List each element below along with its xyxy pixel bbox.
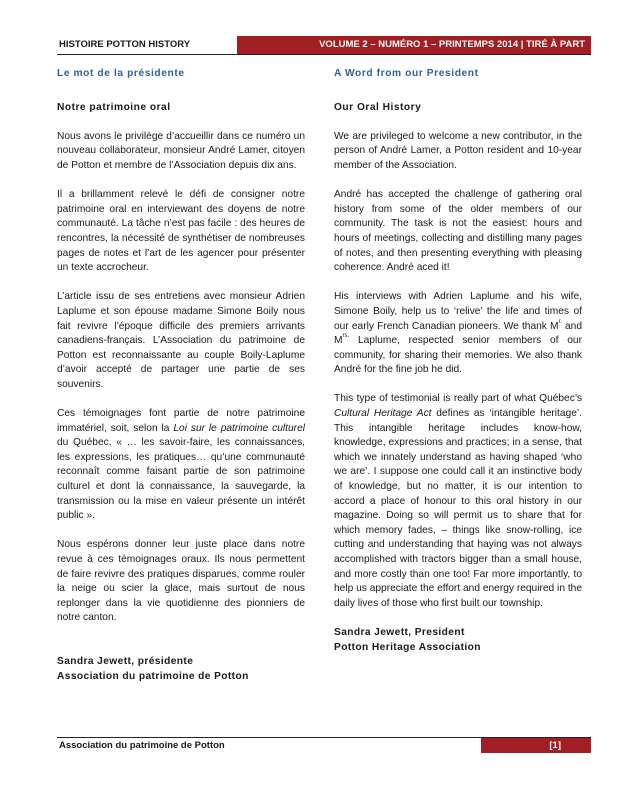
english-paragraph-4: This type of testimonial is really part of what Québec’s Cultural Heritage Act defines as ‘intangible heritage’. This intangible heritage includes know-how, knowledge, expressions and practices; in a sense, that which we innately understand as having shaped ‘who we are’. I suppose one could call it an instinctive body of knowledge, but no matter, it is our intention to accord a place of honour to this oral history in our magazine. Doing so will permit us to share that for which memory fades, – things like snow-rolling, ice cutting and understanding that haying was not always accomplished with tractors bigger than a small house, and more costly than one too! Far more importantly, to help us appreciate the effort and energy required in the daily lives of those who first built our township. bbox=[334, 393, 582, 609]
english-column-title: A Word from our President bbox=[334, 68, 479, 79]
french-paragraph-4: Ces témoignages font partie de notre patrimoine immatériel, soit, selon la Loi sur le patrimoine culturel du Québec, « … les savoir-faire, les connaissances, les expressions, les pratiques… qu’une communauté reconnaît comme faisant partie de son patrimoine culturel et dont la connaissance, la sauvegarde, la transmission ou la mise en valeur présente un intérêt public ». bbox=[57, 408, 306, 522]
publication-title: HISTOIRE POTTON HISTORY bbox=[59, 39, 191, 50]
english-subtitle: Our Oral History bbox=[334, 101, 422, 113]
english-paragraph-2: André has accepted the challenge of gathering oral history from some of the older members of our community. The task is not the easiest: hours and hours of meetings, collecting and distilling many pages of notes, and then presenting everything with pleasing coherence. André aced it! bbox=[334, 189, 582, 274]
french-paragraph-5: Nous espérons donner leur juste place dans notre revue à ces témoignages oraux. Ils nous permettent de faire revivre des pratiques disparues, comme rouler la neige ou scier la glace, mais surtout de nous replonger dans la vie quotidienne des pionniers de notre canton. bbox=[57, 539, 305, 624]
english-column bbox=[334, 67, 582, 655]
french-signature-name: Sandra Jewett, présidente bbox=[57, 656, 194, 668]
english-signature-name: Sandra Jewett, President bbox=[334, 626, 465, 638]
issue-banner: VOLUME 2 – NUMÉRO 1 – PRINTEMPS 2014 | TIRÉ À PART bbox=[237, 36, 591, 54]
english-paragraph-1: We are privileged to welcome a new contributor, in the person of André Lamer, a Potton resident and 10-year member of the Association. bbox=[334, 130, 582, 171]
footer-organization: Association du patrimoine de Potton bbox=[59, 740, 225, 751]
english-paragraph-3: His interviews with Adrien Laplume and his wife, Simone Boily, help us to ‘relive’ the life and times of our early French Canadian pioneers. We thank $M^{r.}$ and $M^{rs.}$ Laplume, respected senior members of our community, for sharing their memories. We also thank André for the fine job he did. bbox=[334, 291, 582, 376]
english-signature-org: Potton Heritage Association bbox=[334, 641, 481, 653]
french-paragraph-1: Nous avons le privilège d’accueillir dans ce numéro un nouveau collaborateur, monsieur André Lamer, citoyen de Potton et membre de l’Association depuis dix ans. bbox=[57, 130, 305, 171]
page-header bbox=[57, 36, 591, 55]
french-column-title: Le mot de la présidente bbox=[57, 68, 185, 79]
french-paragraph-2: Il a brillamment relevé le défi de consigner notre patrimoine oral en interviewant des doyens de notre communauté. La tâche n’est pas facile : des heures de rencontres, la nécessité de synthétiser de nombreuses pages de notes et l’art de les agencer pour présenter un texte accrocheur. bbox=[57, 189, 305, 274]
act-title: Cultural Heritage Act bbox=[334, 408, 432, 420]
law-title: Loi sur le patrimoine culturel bbox=[173, 422, 306, 434]
page-number: [1] bbox=[481, 738, 591, 753]
french-subtitle: Notre patrimoine oral bbox=[57, 101, 171, 113]
page-footer bbox=[57, 737, 591, 753]
french-column bbox=[57, 67, 305, 684]
french-signature-org: Association du patrimoine de Potton bbox=[57, 670, 249, 682]
french-paragraph-3: L’article issu de ses entretiens avec monsieur Adrien Laplume et son épouse madame Simone Boily nous fait revivre l’époque difficile des premiers arrivants canadiens-français. L’Association du patrimoine de Potton est reconnaissante au couple Boily-Laplume d’avoir accepté de partager une partie de ses souvenirs. bbox=[57, 291, 305, 390]
